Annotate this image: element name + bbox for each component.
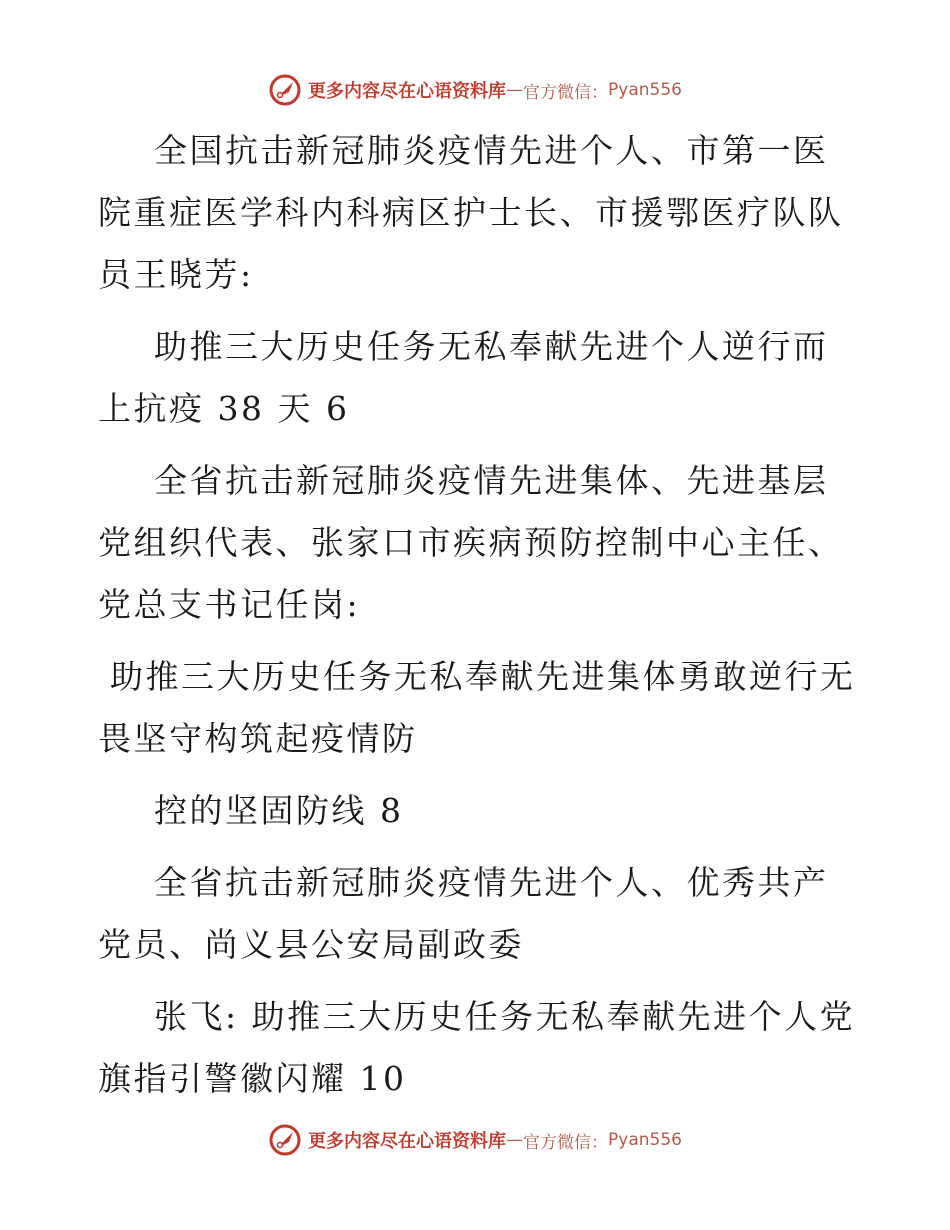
paragraph: 全省抗击新冠肺炎疫情先进集体、先进基层党组织代表、张家口市疾病预防控制中心主任、党总支书记任岗: (98, 461, 844, 624)
footer-banner (0, 1120, 950, 1160)
paragraph: 张飞: 助推三大历史任务无私奉献先进个人党旗指引警徽闪耀 10 (98, 997, 856, 1098)
header-main-text: 更多内容尽在心语资料库 (308, 81, 507, 102)
footer-dash: — (506, 1130, 524, 1150)
header-dash: — (506, 80, 524, 100)
paragraph: 控的坚固防线 8 (154, 791, 404, 830)
footer-wechat-id: Pyan556 (608, 1130, 682, 1150)
header-wechat-label: 官方微信： (523, 82, 609, 103)
paragraph: 全省抗击新冠肺炎疫情先进个人、优秀共产党员、尚义县公安局副政委 (98, 863, 829, 964)
paragraph: 助推三大历史任务无私奉献先进集体勇敢逆行无畏坚守构筑起疫情防 (98, 657, 856, 758)
document-body (98, 120, 858, 1110)
header-wechat-id: Pyan556 (608, 80, 682, 100)
header-banner (0, 70, 950, 110)
feather-logo-icon (268, 1123, 302, 1157)
feather-logo-icon (268, 73, 302, 107)
footer-wechat-label: 官方微信： (523, 1132, 609, 1153)
paragraph: 全国抗击新冠肺炎疫情先进个人、市第一医院重症医学科内科病区护士长、市援鄂医疗队队员王晓芳: (98, 131, 844, 294)
paragraph: 助推三大历史任务无私奉献先进个人逆行而上抗疫 38 天 6 (98, 327, 829, 428)
footer-main-text: 更多内容尽在心语资料库 (308, 1131, 507, 1152)
